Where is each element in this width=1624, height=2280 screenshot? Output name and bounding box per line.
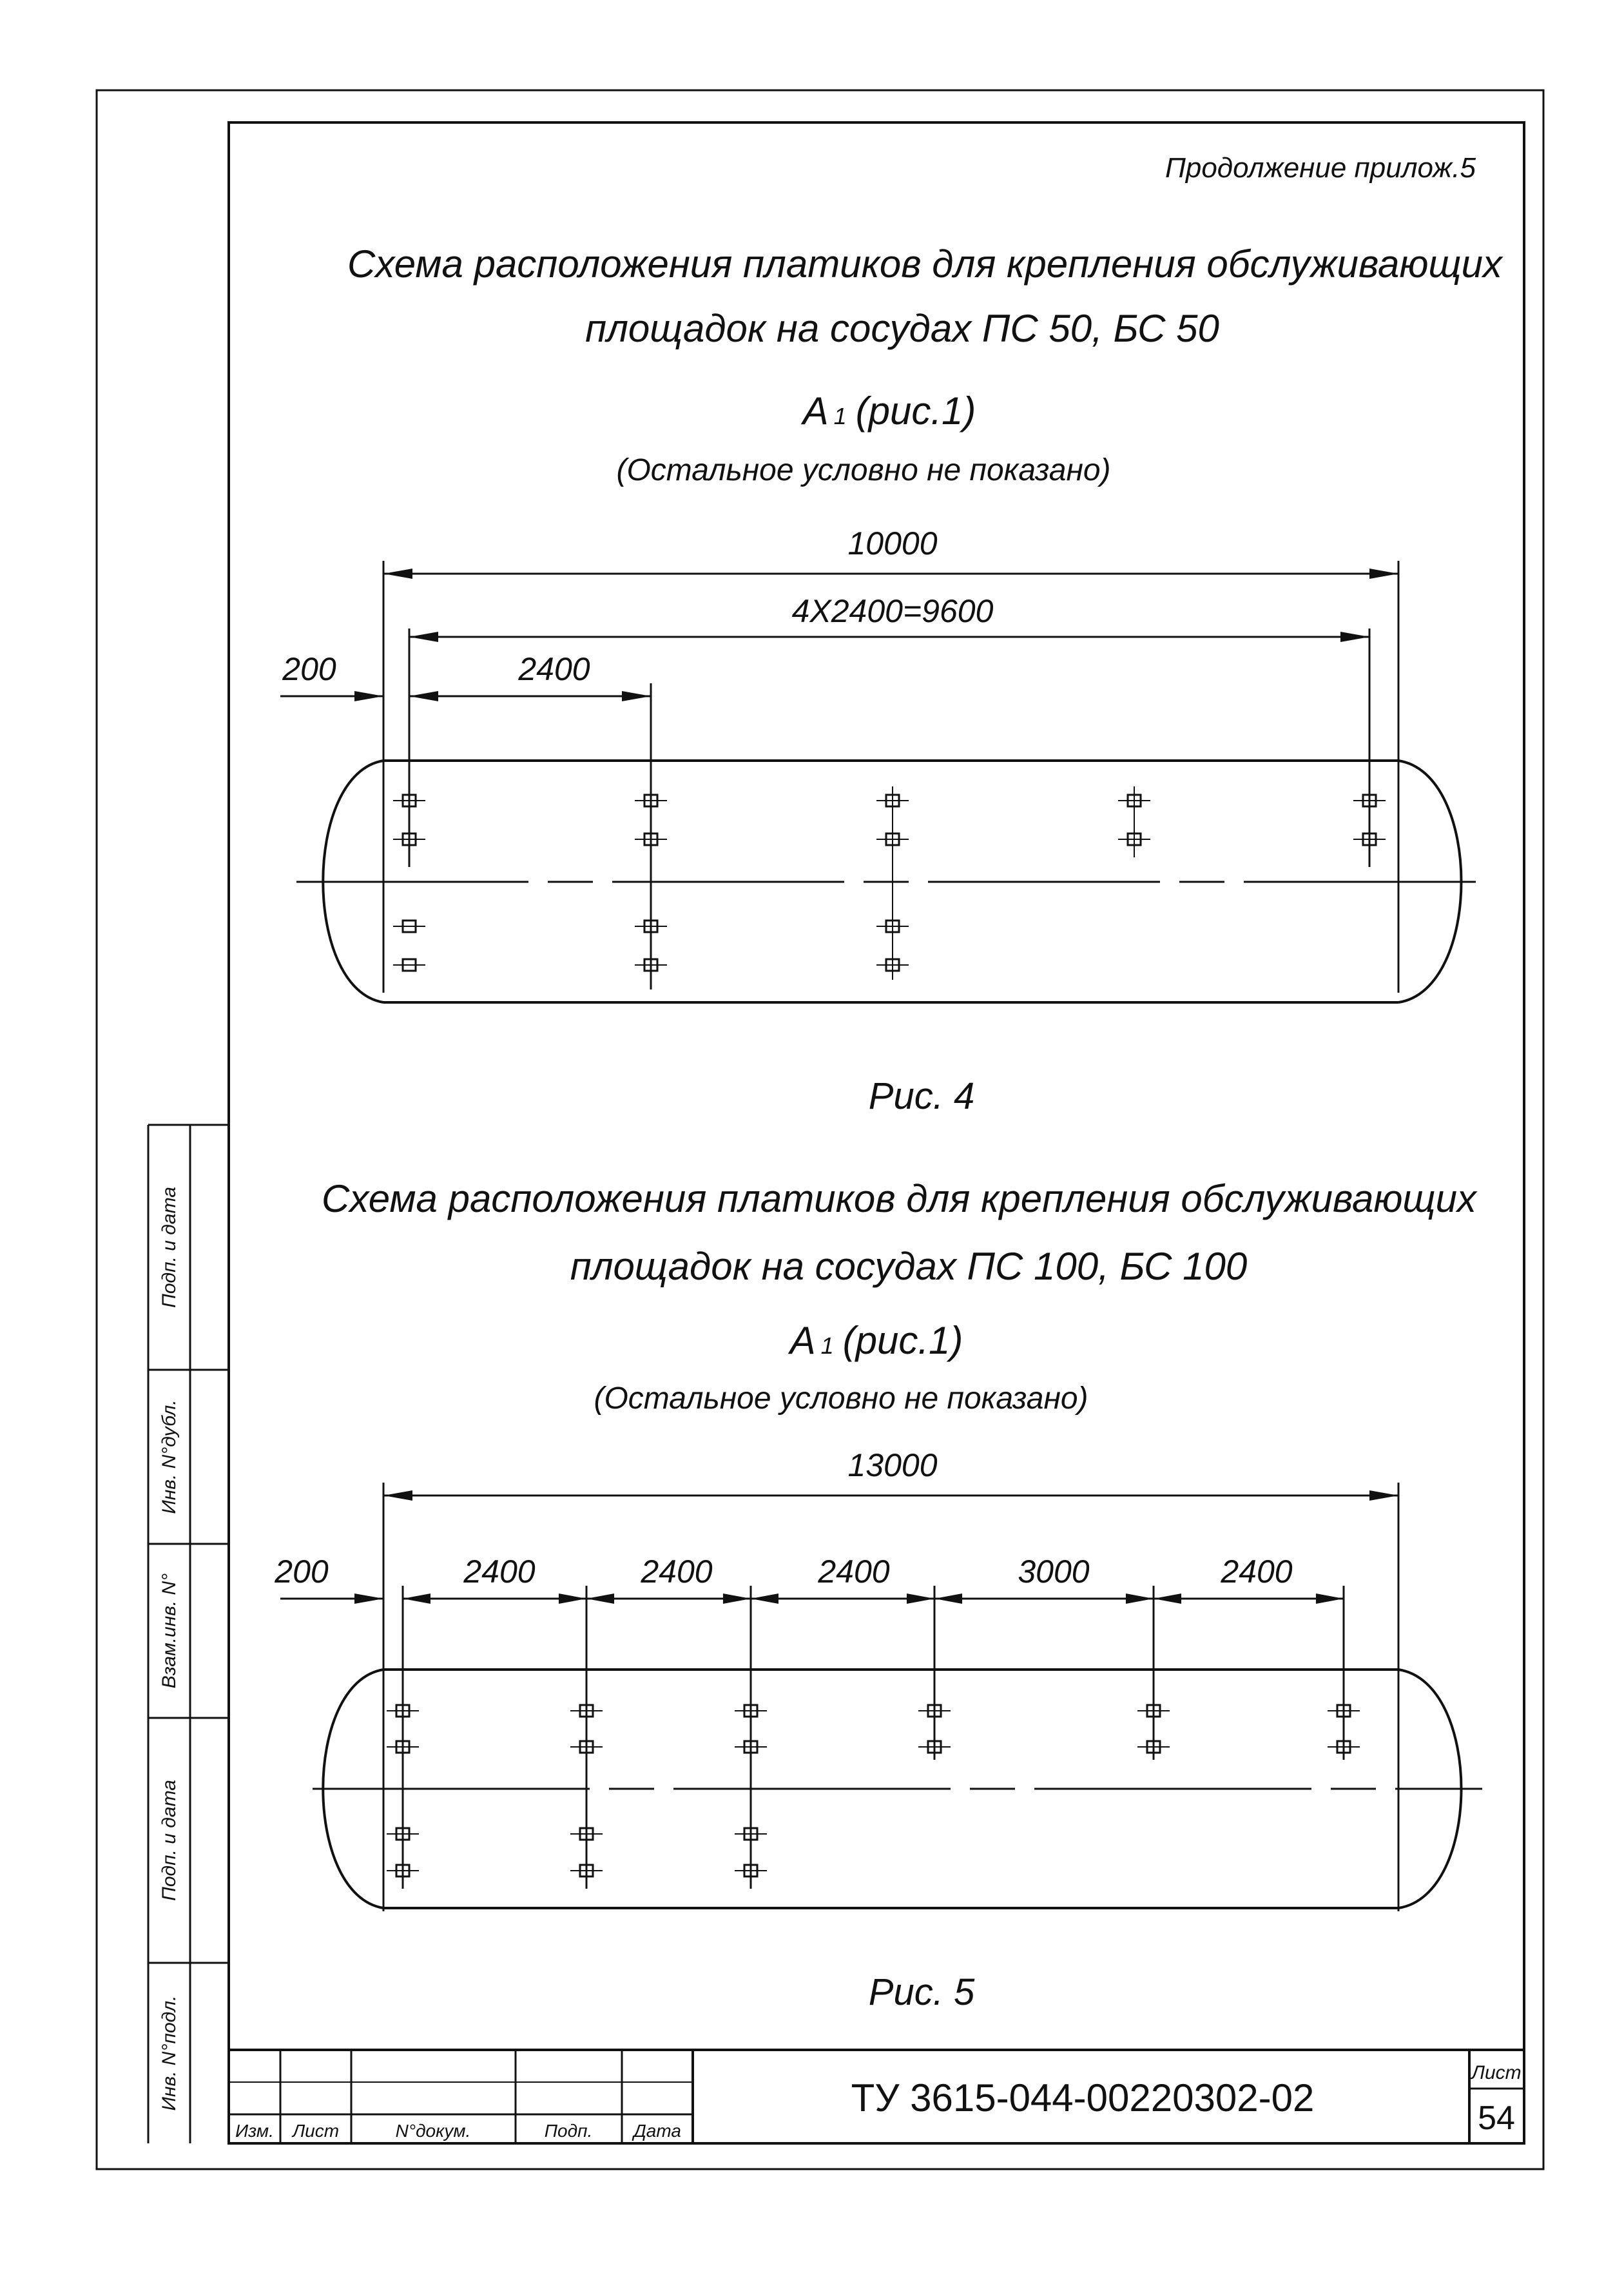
dim-step-2-5: 2400 (1221, 1554, 1293, 1590)
figure-1-view-sub: 1 (833, 403, 847, 429)
title-col-list: Лист (292, 2121, 340, 2141)
figure-2-title-line1: Схема расположения платиков для крепления обслуживающих (322, 1177, 1476, 1220)
figure-2-view-label (788, 1319, 963, 1362)
dim-step-1: 2400 (518, 651, 590, 687)
vessel-2 (313, 1670, 1482, 1908)
side-stamp-cell-3: Взам.инв. N° (159, 1573, 180, 1689)
figure-1 (280, 242, 1503, 1117)
continuation-label: Продолжение прилож.5 (1165, 152, 1476, 184)
figure-2-note: (Остальное условно не показано) (594, 1381, 1088, 1416)
title-col-doc: N°докум. (395, 2121, 471, 2141)
dim-step-2-2: 2400 (641, 1554, 713, 1590)
side-stamp-cell-4: Подп. и дата (159, 1780, 180, 1901)
document-number: ТУ 3615-044-00220302-02 (851, 2076, 1315, 2119)
side-stamp-cell-1: Подп. и дата (159, 1187, 180, 1308)
figure-2-title-line2: площадок на сосудах ПС 100, БС 100 (570, 1245, 1248, 1288)
side-stamp-cell-2: Инв. N°дубл. (159, 1399, 180, 1514)
dim-total-2: 13000 (847, 1447, 938, 1483)
sheet-number: 54 (1478, 2100, 1515, 2137)
dim-step-2-4: 3000 (1018, 1554, 1090, 1590)
figure-1-caption: Рис. 4 (868, 1075, 975, 1117)
figure-2-view-ref: (рис.1) (842, 1319, 963, 1362)
dim-step-2-1: 2400 (463, 1554, 536, 1590)
pad-1-1c (393, 921, 425, 932)
figure-2-caption: Рис. 5 (868, 1971, 975, 2013)
dim-total-1: 10000 (847, 525, 938, 561)
title-col-sign: Подп. (544, 2121, 593, 2141)
dim-offset-1: 200 (282, 651, 336, 687)
figure-1-view-letter: А (802, 389, 829, 433)
title-col-date: Дата (633, 2121, 681, 2141)
figure-1-view-label (801, 389, 976, 433)
figure-1-note: (Остальное условно не показано) (616, 453, 1111, 487)
figure-1-view-ref: (рис.1) (855, 389, 976, 433)
pad-1-1d (393, 959, 425, 971)
title-col-izm: Изм. (235, 2121, 274, 2141)
dim-step-2-3: 2400 (818, 1554, 890, 1590)
dim-span-1: 4Х2400=9600 (791, 593, 994, 629)
pads-2 (387, 1705, 1360, 1876)
pads-1 (393, 786, 1386, 980)
figure-1-title-line1: Схема расположения платиков для крепления обслуживающих (347, 242, 1502, 286)
figure-1-title-line2: площадок на сосудах ПС 50, БС 50 (585, 307, 1219, 350)
figure-2-view-sub: 1 (820, 1332, 834, 1359)
side-stamp-cell-5: Инв. N°подл. (159, 1995, 180, 2111)
dim-offset-2: 200 (275, 1554, 329, 1590)
title-block (229, 2050, 1524, 2143)
figure-2 (274, 1177, 1482, 2013)
figure-2-view-letter: А (789, 1319, 816, 1362)
side-stamp (148, 1125, 229, 2143)
sheet-label: Лист (1471, 2062, 1522, 2083)
